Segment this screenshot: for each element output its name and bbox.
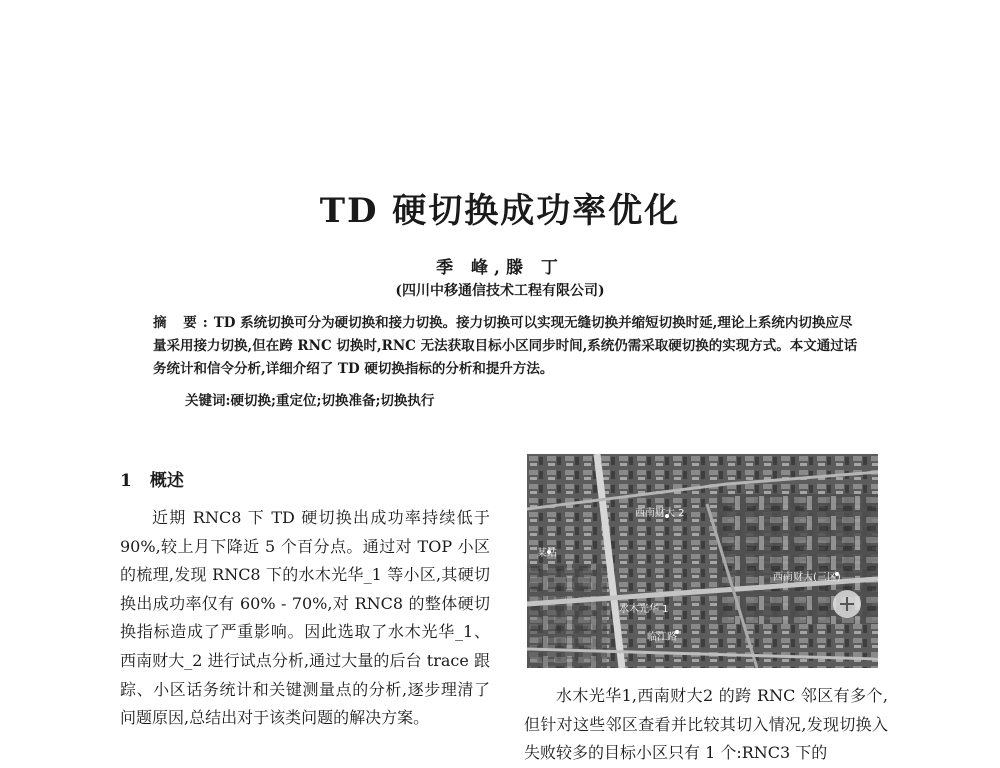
satellite-map-image xyxy=(527,454,878,668)
keywords xyxy=(185,389,434,409)
keywords-label: 关键词: xyxy=(185,393,231,409)
section-title: 概述 xyxy=(149,471,184,491)
paper-title: TD 硬切换成功率优化 xyxy=(319,191,681,231)
abstract-text: TD 系统切换可分为硬切换和接力切换。接力切换可以实现无缝切换并缩短切换时延,理论上系统内切换应尽量采用接力切换,但在跨 RNC 切换时,RNC 无法获取目标小区同步时间,系统仍需采取硬切换的实现方式。本文通过话务统计和信令分析,详细介绍了 TD 硬切换指标的分析和提升方法。 xyxy=(153,315,858,377)
abstract-label: 摘 要: xyxy=(153,315,214,331)
section-paragraph: 近期 RNC8 下 TD 硬切换出成功率持续低于 90%,较上月下降近 5 个百分点。通过对 TOP 小区的梳理,发现 RNC8 下的水木光华_1 等小区,其硬切换出成功率仅有 60% - 70%,对 RNC8 的整体硬切换指标造成了严重影响。因此选取了水木光华_1、西南财大_2 进行试点分析,通过大量的后台 trace 跟踪、小区话务统计和关键测量点的分析,逐步理清了问题原因,总结出对于该类问题的解决方案。 xyxy=(120,508,490,728)
paper-authors: 季 峰,滕 丁 xyxy=(436,258,564,278)
map-label-road: 临江路 xyxy=(647,632,677,643)
paper-affiliation: (四川中移通信技术工程有限公司) xyxy=(395,283,605,299)
right-column-paragraph: 水木光华1,西南财大2 的跨 RNC 邻区有多个,但针对这些邻区查看并比较其切入情况,发现切换入失败较多的目标小区只有 1 个:RNC3 下的 xyxy=(524,686,888,763)
map-label-shuimu-guanghua: 水木光华 1 xyxy=(619,604,669,615)
abstract xyxy=(153,312,863,381)
section-heading xyxy=(120,466,184,491)
map-label-xinan-caida: 西南财大 2 xyxy=(635,508,685,519)
map-label-site-a: 某站 xyxy=(537,548,557,559)
satellite-map-figure xyxy=(527,454,878,668)
keywords-text: 硬切换;重定位;切换准备;切换执行 xyxy=(230,393,435,409)
section-number: 1 xyxy=(120,471,132,491)
map-label-xinan-caida-3: 西南财大(三区) xyxy=(773,572,841,583)
